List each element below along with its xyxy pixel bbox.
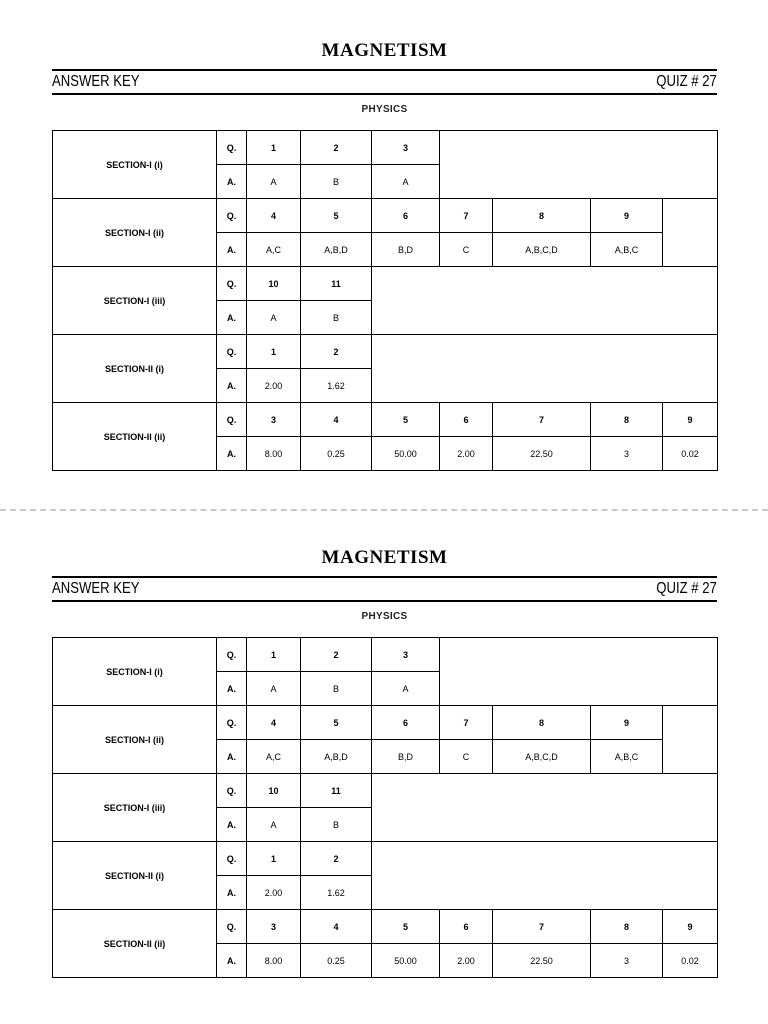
section-name: SECTION-II (i) bbox=[53, 335, 217, 403]
question-number: 8 bbox=[493, 199, 591, 233]
q-label: Q. bbox=[217, 199, 247, 233]
question-number: 2 bbox=[301, 335, 372, 369]
subject-label: PHYSICS bbox=[361, 104, 408, 115]
answer-value: A bbox=[372, 165, 440, 199]
answer-value: A,B,C bbox=[591, 233, 663, 267]
answer-key-copy-1 bbox=[52, 40, 717, 471]
answer-value: B bbox=[301, 808, 372, 842]
section-name: SECTION-II (ii) bbox=[53, 910, 217, 978]
question-number: 1 bbox=[247, 638, 301, 672]
question-row bbox=[53, 403, 718, 437]
section-name: SECTION-I (iii) bbox=[53, 267, 217, 335]
q-label: Q. bbox=[217, 335, 247, 369]
question-number: 2 bbox=[301, 638, 372, 672]
question-number: 7 bbox=[440, 199, 493, 233]
answer-value: 0.25 bbox=[301, 437, 372, 471]
section-name: SECTION-I (ii) bbox=[53, 199, 217, 267]
question-number: 8 bbox=[493, 706, 591, 740]
answer-value: 22.50 bbox=[493, 437, 591, 471]
question-number: 6 bbox=[372, 706, 440, 740]
question-number: 9 bbox=[591, 706, 663, 740]
answer-value: A,B,C bbox=[591, 740, 663, 774]
answer-value: 2.00 bbox=[247, 876, 301, 910]
answer-key-bar bbox=[52, 69, 717, 95]
answer-value: 0.02 bbox=[663, 437, 718, 471]
a-label: A. bbox=[217, 437, 247, 471]
question-row bbox=[53, 774, 718, 808]
a-label: A. bbox=[217, 369, 247, 403]
answer-value: A bbox=[247, 165, 301, 199]
question-number: 1 bbox=[247, 842, 301, 876]
question-row bbox=[53, 267, 718, 301]
answer-value: B,D bbox=[372, 233, 440, 267]
a-label: A. bbox=[217, 301, 247, 335]
answer-value: A,B,D bbox=[301, 740, 372, 774]
a-label: A. bbox=[217, 944, 247, 978]
q-label: Q. bbox=[217, 706, 247, 740]
answer-value: 2.00 bbox=[440, 437, 493, 471]
q-label: Q. bbox=[217, 131, 247, 165]
question-number: 11 bbox=[301, 267, 372, 301]
answer-value: A bbox=[247, 301, 301, 335]
q-label: Q. bbox=[217, 403, 247, 437]
question-number: 11 bbox=[301, 774, 372, 808]
answer-value: 3 bbox=[591, 437, 663, 471]
a-label: A. bbox=[217, 876, 247, 910]
quiz-label: QUIZ # 27 bbox=[656, 580, 717, 597]
answer-value: A bbox=[372, 672, 440, 706]
q-label: Q. bbox=[217, 267, 247, 301]
answer-value: 3 bbox=[591, 944, 663, 978]
question-number: 7 bbox=[493, 910, 591, 944]
question-row bbox=[53, 910, 718, 944]
answer-value: A,B,C,D bbox=[493, 740, 591, 774]
answer-table bbox=[52, 637, 718, 978]
quiz-label: QUIZ # 27 bbox=[656, 73, 717, 90]
a-label: A. bbox=[217, 740, 247, 774]
question-number: 9 bbox=[663, 910, 718, 944]
question-row bbox=[53, 335, 718, 369]
answer-value: A,B,C,D bbox=[493, 233, 591, 267]
question-number: 9 bbox=[591, 199, 663, 233]
answer-value: C bbox=[440, 740, 493, 774]
answer-value: A bbox=[247, 672, 301, 706]
question-number: 2 bbox=[301, 131, 372, 165]
question-number: 4 bbox=[301, 403, 372, 437]
empty-cell bbox=[663, 706, 718, 774]
section-name: SECTION-I (i) bbox=[53, 131, 217, 199]
question-number: 4 bbox=[247, 199, 301, 233]
answer-value: A,C bbox=[247, 740, 301, 774]
q-label: Q. bbox=[217, 638, 247, 672]
page-divider bbox=[0, 509, 768, 511]
section-name: SECTION-I (ii) bbox=[53, 706, 217, 774]
q-label: Q. bbox=[217, 842, 247, 876]
answer-value: 8.00 bbox=[247, 944, 301, 978]
answer-value: 2.00 bbox=[247, 369, 301, 403]
answer-value: A bbox=[247, 808, 301, 842]
answer-value: A,B,D bbox=[301, 233, 372, 267]
question-row bbox=[53, 638, 718, 672]
a-label: A. bbox=[217, 233, 247, 267]
question-number: 5 bbox=[301, 706, 372, 740]
answer-value: C bbox=[440, 233, 493, 267]
page-title: MAGNETISM bbox=[321, 547, 448, 568]
question-number: 2 bbox=[301, 842, 372, 876]
question-number: 10 bbox=[247, 774, 301, 808]
answer-value: 0.02 bbox=[663, 944, 718, 978]
question-row bbox=[53, 199, 718, 233]
section-name: SECTION-I (i) bbox=[53, 638, 217, 706]
question-number: 8 bbox=[591, 910, 663, 944]
question-number: 1 bbox=[247, 131, 301, 165]
question-number: 3 bbox=[247, 403, 301, 437]
answer-value: 2.00 bbox=[440, 944, 493, 978]
question-number: 10 bbox=[247, 267, 301, 301]
empty-cell bbox=[372, 774, 718, 842]
answer-key-label: ANSWER KEY bbox=[52, 580, 140, 597]
question-row bbox=[53, 706, 718, 740]
question-number: 9 bbox=[663, 403, 718, 437]
question-number: 4 bbox=[247, 706, 301, 740]
answer-value: B bbox=[301, 301, 372, 335]
question-number: 1 bbox=[247, 335, 301, 369]
question-number: 7 bbox=[493, 403, 591, 437]
answer-key-bar bbox=[52, 576, 717, 602]
question-row bbox=[53, 131, 718, 165]
question-number: 5 bbox=[372, 403, 440, 437]
section-name: SECTION-II (i) bbox=[53, 842, 217, 910]
answer-value: 8.00 bbox=[247, 437, 301, 471]
empty-cell bbox=[440, 131, 718, 199]
answer-key-label: ANSWER KEY bbox=[52, 73, 140, 90]
question-number: 8 bbox=[591, 403, 663, 437]
empty-cell bbox=[663, 199, 718, 267]
empty-cell bbox=[372, 335, 718, 403]
answer-value: 1.62 bbox=[301, 876, 372, 910]
question-number: 6 bbox=[440, 403, 493, 437]
question-number: 3 bbox=[372, 131, 440, 165]
subject-label: PHYSICS bbox=[361, 611, 408, 622]
page-title: MAGNETISM bbox=[321, 40, 448, 61]
answer-value: B bbox=[301, 672, 372, 706]
a-label: A. bbox=[217, 808, 247, 842]
empty-cell bbox=[440, 638, 718, 706]
question-number: 6 bbox=[372, 199, 440, 233]
question-row bbox=[53, 842, 718, 876]
question-number: 3 bbox=[372, 638, 440, 672]
question-number: 5 bbox=[372, 910, 440, 944]
question-number: 6 bbox=[440, 910, 493, 944]
answer-value: 0.25 bbox=[301, 944, 372, 978]
question-number: 4 bbox=[301, 910, 372, 944]
section-name: SECTION-I (iii) bbox=[53, 774, 217, 842]
answer-value: B bbox=[301, 165, 372, 199]
section-name: SECTION-II (ii) bbox=[53, 403, 217, 471]
question-number: 5 bbox=[301, 199, 372, 233]
a-label: A. bbox=[217, 672, 247, 706]
empty-cell bbox=[372, 842, 718, 910]
answer-value: 50.00 bbox=[372, 944, 440, 978]
answer-key-copy-2 bbox=[52, 547, 717, 978]
question-number: 7 bbox=[440, 706, 493, 740]
empty-cell bbox=[372, 267, 718, 335]
answer-table bbox=[52, 130, 718, 471]
answer-value: A,C bbox=[247, 233, 301, 267]
question-number: 3 bbox=[247, 910, 301, 944]
q-label: Q. bbox=[217, 910, 247, 944]
answer-value: 22.50 bbox=[493, 944, 591, 978]
answer-value: 1.62 bbox=[301, 369, 372, 403]
a-label: A. bbox=[217, 165, 247, 199]
answer-value: 50.00 bbox=[372, 437, 440, 471]
q-label: Q. bbox=[217, 774, 247, 808]
answer-value: B,D bbox=[372, 740, 440, 774]
